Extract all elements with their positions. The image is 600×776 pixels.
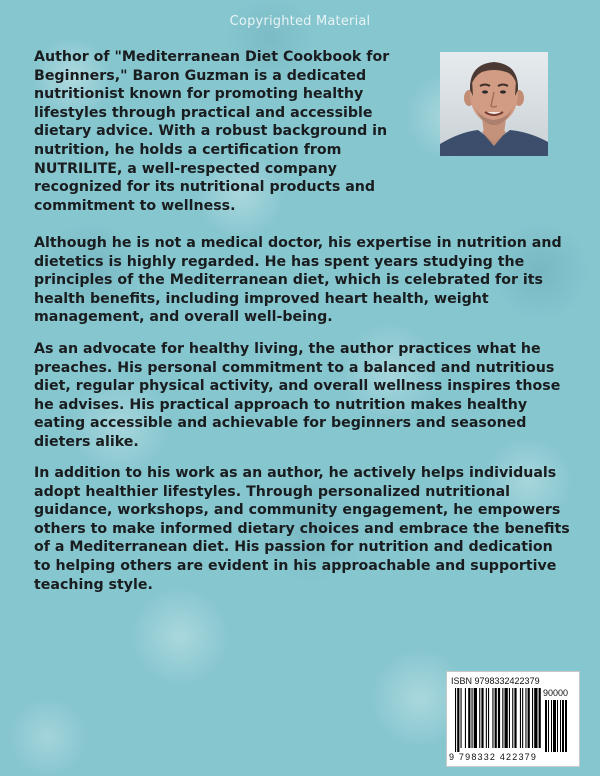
isbn-label: ISBN 9798332422379 <box>451 676 540 686</box>
author-bio-paragraph-4: In addition to his work as an author, he actively helps individuals adopt healthier lifestyles. Through personalized nutritional guidance, workshops, and community engagement, he empowers others to make informed dietary choices and embrace the benefits of a Mediterranean diet. His passion for nutrition and dedication to helping others are evident in his approachable and supportive teaching style. <box>34 465 570 593</box>
author-photo <box>440 52 548 156</box>
copyright-watermark: Copyrighted Material <box>229 14 371 29</box>
barcode-bars <box>453 688 573 752</box>
price-code: 90000 <box>543 688 569 698</box>
barcode-digits: 9 798332 422379 <box>449 752 538 762</box>
author-bio-paragraph-3: As an advocate for healthy living, the author practices what he preaches. His personal commitment to a balanced and nutritious diet, regular physical activity, and overall wellness inspires those he advises. His practical approach to nutrition makes healthy eating accessible and achievable for beginners and seasoned dieters alike. <box>34 341 561 450</box>
isbn-barcode-box <box>446 671 580 767</box>
author-bio-paragraph-2: Although he is not a medical doctor, his expertise in nutrition and dietetics is highly regarded. He has spent years studying the principles of the Mediterranean diet, which is celebrated for its health benefits, including improved heart health, weight management, and overall well-being. <box>34 235 562 326</box>
author-bio-paragraph-1: Author of "Mediterranean Diet Cookbook for Beginners," Baron Guzman is a dedicated nutritionist known for promoting healthy lifestyles through practical and accessible dietary advice. With a robust background in nutrition, he holds a certification from NUTRILITE, a well-respected company recognized for its nutritional products and commitment to wellness. <box>34 49 390 214</box>
